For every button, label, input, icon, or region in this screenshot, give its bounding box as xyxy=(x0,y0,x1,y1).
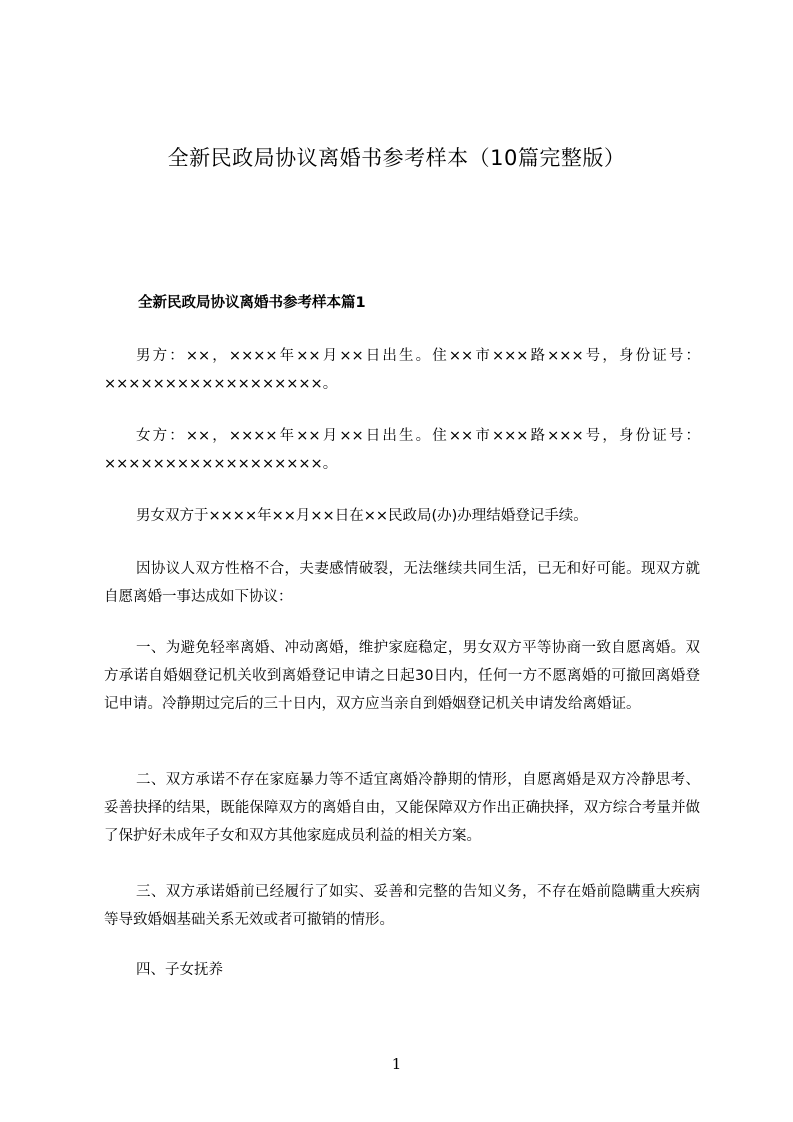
paragraph-clause-three: 三、双方承诺婚前已经履行了如实、妥善和完整的告知义务，不存在婚前隐瞒重大疾病等导致婚姻基础关系无效或者可撤销的情形。 xyxy=(104,884,700,928)
paragraph-marriage-registration: 男女双方于××××年××月××日在××民政局(办)办理结婚登记手续。 xyxy=(136,508,588,524)
paragraph-clause-four-heading: 四、子女抚养 xyxy=(136,962,223,978)
paragraph-male-party: 男方：××，××××年××月××日出生。住××市×××路×××号，身份证号：××××××××××××××××××。 xyxy=(104,348,700,392)
page-number: 1 xyxy=(391,1055,402,1073)
paragraph-clause-two: 二、双方承诺不存在家庭暴力等不适宜离婚冷静期的情形，自愿离婚是双方冷静思考、妥善抉择的结果，既能保障双方的离婚自由，又能保障双方作出正确抉择，双方综合考量并做了保护好未成年子女和双方其他家庭成员利益的相关方案。 xyxy=(104,772,700,844)
paragraph-clause-one: 一、为避免轻率离婚、冲动离婚，维护家庭稳定，男女双方平等协商一致自愿离婚。双方承诺自婚姻登记机关收到离婚登记申请之日起30日内，任何一方不愿离婚的可撤回离婚登记申请。冷静期过完后的三十日内，双方应当亲自到婚姻登记机关申请发给离婚证。 xyxy=(104,640,700,712)
section-heading: 全新民政局协议离婚书参考样本篇1 xyxy=(138,295,366,311)
paragraph-female-party: 女方：××，××××年××月××日出生。住××市×××路×××号，身份证号：××××××××××××××××××。 xyxy=(104,428,700,472)
paragraph-divorce-reason: 因协议人双方性格不合，夫妻感情破裂，无法继续共同生活，已无和好可能。现双方就自愿离婚一事达成如下协议： xyxy=(104,561,700,605)
document-title: 全新民政局协议离婚书参考样本（10篇完整版） xyxy=(167,146,626,170)
